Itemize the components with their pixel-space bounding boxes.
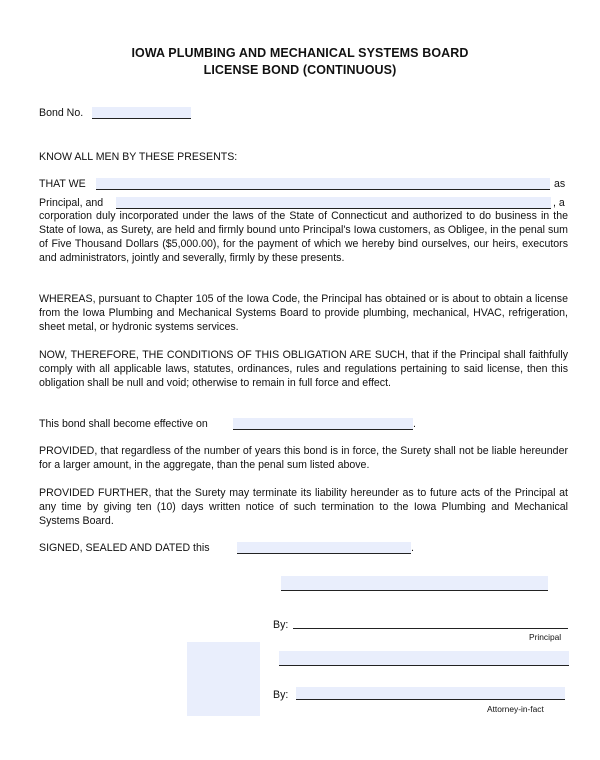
surety-company-field[interactable] <box>279 651 569 666</box>
by-label-principal: By: <box>273 619 289 631</box>
paragraph-provided: PROVIDED, that regardless of the number of years this bond is in force, the Surety shall not be liable hereunder for a larger amount, in the aggregate, than the penal sum listed above. <box>39 445 568 472</box>
comma-a-label: , a <box>553 197 565 209</box>
signed-label: SIGNED, SEALED AND DATED this <box>39 542 210 554</box>
effective-date-field[interactable] <box>233 418 413 430</box>
know-all-heading: KNOW ALL MEN BY THESE PRESENTS: <box>39 151 238 163</box>
that-we-label: THAT WE <box>39 178 86 190</box>
signed-date-field[interactable] <box>237 542 411 554</box>
attorney-signature-field[interactable] <box>296 687 565 700</box>
document-subtitle: LICENSE BOND (CONTINUOUS) <box>203 63 397 77</box>
by-label-surety: By: <box>273 689 289 701</box>
principal-caption: Principal <box>529 632 562 642</box>
document-title: IOWA PLUMBING AND MECHANICAL SYSTEMS BOARD <box>131 46 469 60</box>
surety-name-field[interactable] <box>116 197 551 209</box>
paragraph-provided-further: PROVIDED FURTHER, that the Surety may terminate its liability hereunder as to future acts of the Principal at any time by giving ten (10) days written notice of such termination to the Iowa Plumbing and Mechanical Systems Board. <box>39 487 568 528</box>
signed-period: . <box>411 542 414 554</box>
bond-no-label: Bond No. <box>39 107 84 119</box>
paragraph-corporation: corporation duly incorporated under the laws of the State of Connecticut and authorized to do business in the State of Iowa, as Surety, are held and firmly bound unto Principal's Iowa customers, as Obligee, in the penal sum of Five Thousand Dollars ($5,000.00), for the payment of which we hereby bind ourselves, our heirs, executors and administrators, jointly and severally, firmly by these presents. <box>39 210 568 265</box>
principal-name-field[interactable] <box>96 178 550 190</box>
seal-area <box>187 642 260 716</box>
principal-company-field[interactable] <box>281 576 548 591</box>
as-label: as <box>554 178 566 190</box>
principal-and-label: Principal, and <box>39 197 104 209</box>
effective-label: This bond shall become effective on <box>39 418 208 430</box>
attorney-caption: Attorney-in-fact <box>487 704 544 714</box>
effective-period: . <box>413 418 416 430</box>
paragraph-whereas: WHEREAS, pursuant to Chapter 105 of the Iowa Code, the Principal has obtained or is about to obtain a license from the Iowa Plumbing and Mechanical Systems Board to provide plumbing, mechanical, HVAC, refrigeration, sheet metal, or hydronic systems services. <box>39 293 568 334</box>
principal-signature-line[interactable] <box>293 628 568 629</box>
paragraph-now-therefore: NOW, THEREFORE, THE CONDITIONS OF THIS OBLIGATION ARE SUCH, that if the Principal shall faithfully comply with all applicable laws, statutes, ordinances, rules and regulations pertaining to said license, then this obligation shall be null and void; otherwise to remain in full force and effect. <box>39 349 568 390</box>
bond-no-field[interactable] <box>92 107 191 119</box>
